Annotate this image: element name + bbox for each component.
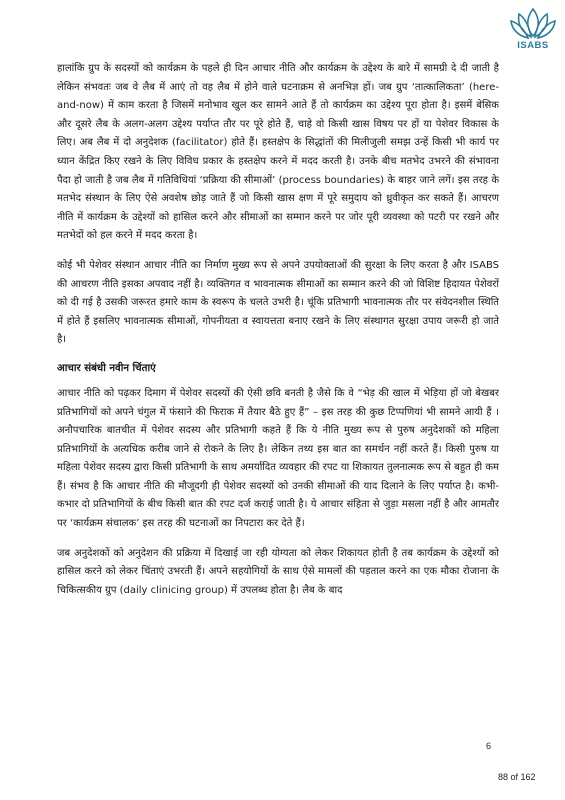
paragraph-1: हालांकि ग्रुप के सदस्यों को कार्यक्रम के पहले ही दिन आचार नीति और कार्यक्रम के उद्देश्य के बारे में सामग्री दे दी जाती है लेकिन संभवतः जब वे लैब में आएं तो वह लैब में होने वाले घटनाक्रम से अनभिज्ञ हों। जब ग्रुप ‘तात्कालिकता’ (here-and-now) में काम करता है जिसमें मनोभाव खुल कर सामने आते हैं तो कार्यक्रम का उद्देश्य पूरा होता है। इसमें बेसिक और दूसरे लैब के अलग-अलग उद्देश्य पर्याप्त तौर पर पूरे होते हैं, चाहे वो किसी खास विषय पर हों या पेशेवर विकास के लिए। अब लैब में दो अनुदेशक (facilitator) होते हैं। हस्तक्षेप के सिद्धांतों की मिलीजुली समझ उन्हें किसी भी कार्य पर ध्यान केंद्रित किए रखने के लिए विविध प्रकार के हस्तक्षेप करने में मदद करती है। उनके बीच मतभेद उभरने की संभावना पैदा हो जाती है जब लैब में गतिविधियां ‘प्रक्रिया की सीमाओं’ (process boundaries) के बाहर जाने लगें। इस तरह के मतभेद संस्थान के लिए ऐसे अवशेष छोड़ जाते हैं जो किसी खास क्षण में पूरे समुदाय को ध्रुवीकृत कर सकते हैं। आचरण नीति में कार्यक्रम के उद्देश्यों को हासिल करने और सीमाओं का सम्मान करने पर जोर पूरी व्यवस्था को पटरी पर रखने और मतभेदों को हल करने में मदद करता है। xyxy=(57,63,499,242)
lotus-icon xyxy=(508,6,558,40)
page-number: 6 xyxy=(486,741,492,751)
section-heading: आचार संबंधी नवीन चिंताएं xyxy=(57,362,156,374)
document-body xyxy=(57,60,499,611)
isabs-logo xyxy=(508,6,558,50)
paragraph-4: जब अनुदेशकों को अनुदेशन की प्रक्रिया में दिखाई जा रही योग्यता को लेकर शिकायत होती है तब कार्यक्रम के उद्देश्यों को हासिल करने को लेकर चिंताएं उभरती हैं। अपने सहयोगियों के साथ ऐसे मामलों की पड़ताल करने का एक मौका रोजाना के चिकित्सकीय ग्रुप (daily clinicing group) में उपलब्ध होता है। लैब के बाद xyxy=(57,547,499,596)
paragraph-3: आचार नीति को पढ़कर दिमाग में पेशेवर सदस्यों की ऐसी छवि बनती है जैसे कि वे “भेड़ की खाल में भेड़िया हों जो बेखबर प्रतिभागियों को अपने चंगुल में फंसाने की फिराक में तैयार बैठे हुए हैं” – इस तरह की कुछ टिप्पणियां भी सामने आयी हैं । अनौपचारिक बातचीत में पेशेवर सदस्य और प्रतिभागी कहते हैं कि ये नीति मुख्य रूप से पुरुष अनुदेशकों को महिला प्रतिभागियों के अत्यधिक करीब जाने से रोकने के लिए है। लेकिन तथ्य इस बात का समर्थन नहीं करते हैं। किसी पुरुष या महिला पेशेवर सदस्य द्वारा किसी प्रतिभागी के साथ अमर्यादित व्यवहार की रपट या शिकायत तुलनात्मक रूप से बहुत ही कम हैं। संभव है कि आचार नीति की मौजूदगी ही पेशेवर सदस्यों को उनकी सीमाओं की याद दिलाने के लिए पर्याप्त है। कभी-कभार दो प्रतिभागियों के बीच किसी बात की रपट दर्ज कराई जाती है। ये आचार संहिता से जुड़ा मसला नहीं है और आमतौर पर ‘कार्यक्रम संचालक’ इस तरह की घटनाओं का निपटारा कर देते हैं। xyxy=(57,387,499,530)
logo-text: ISABS xyxy=(517,40,549,51)
page-count: 88 of 162 xyxy=(498,772,536,782)
paragraph-2: कोई भी पेशेवर संस्थान आचार नीति का निर्माण मुख्य रूप से अपने उपयोक्ताओं की सुरक्षा के लिए करता है और ISABS की आचरण नीति इसका अपवाद नहीं है। व्यक्तिगत व भावनात्मक सीमाओं का सम्मान करने की जो विशिष्ट हिदायत पेशेवरों को दी गई है उसकी जरूरत हमारे काम के स्वरूप के चलते उभरी है। चूंकि प्रतिभागी भावनात्मक तौर पर संवेदनशील स्थिति में होते हैं इसलिए भावनात्मक सीमाओं, गोपनीयता व स्वायत्तता बनाए रखने के लिए संस्थागत सुरक्षा उपाय जरूरी हो जाते है। xyxy=(57,259,499,346)
